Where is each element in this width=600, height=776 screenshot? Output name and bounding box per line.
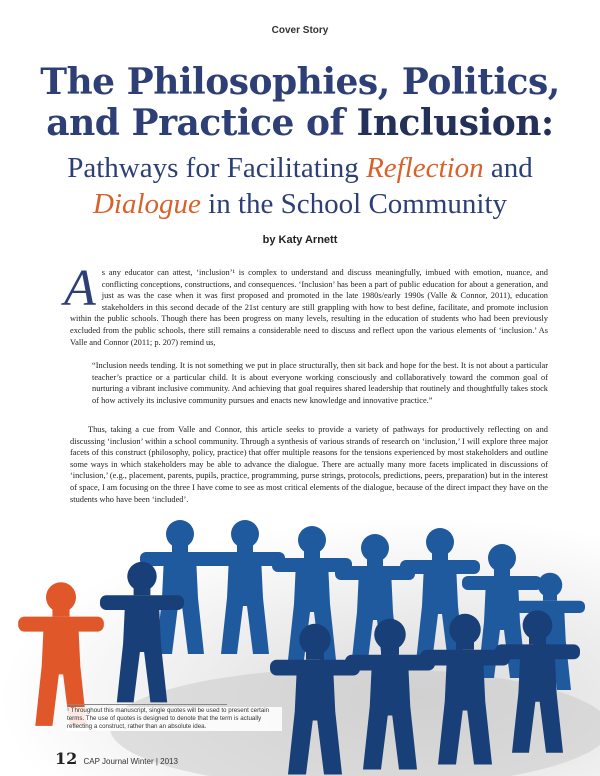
paragraph-2: Thus, taking a cue from Valle and Connor, this article seeks to provide a variety of pathways for productively reflecting on and discussing ‘inclusion’ within a school community. Through a synthesis of various strands of research on ‘inclusion,’ I will explore three major facets of this construct (philosophy, policy, practice) that offer multiple reasons for the tensions experienced by most stakeholders and outline some ways in which stakeholders may be able to advance the dialogue. There are actually many more facets implicated in discussions of ‘inclusion,’ (e.g., placement, parents, pupils, practice, programming, purse strings, protocols, predictions, peers, preparation) but in the interest of space, I am focusing on the three I have come to see as most critical elements of the dialogue, because of the direct impact they have on the students who have been ‘included’. [70,425,548,504]
section-label: Cover Story [271,25,329,36]
title-line-2-a: and Practice of [46,102,357,144]
paragraph-1-text: s any educator can attest, ‘inclusion’¹ is complex to understand and discuss meaningfully, imbued with emotion, nuance, and conflicting conceptions, constructions, and consequences. ‘Inclusion’ has been a part of public education for about a generation, and just as was the case when it was first proposed and promoted in the late 1980s/early 1990s (Valle & Connor, 2011), education stakeholders in this second decade of the 21st century are still grappling with how to best define, facilitate, and promote inclusion within the public schools. Though there has been progress on many levels, resulting in the education of students who had been previously excluded from the public schools, there still remains a considerable need to discuss and reflect upon the various elements of ‘inclusion.’ As Valle and Connor (2011; p. 207) remind us, [70,268,548,347]
journal-issue: Winter | 2013 [130,757,178,766]
footnote-divider [67,704,227,705]
journal-name: CAP Journal [83,757,129,766]
subtitle-line-1 [0,150,600,186]
article-subtitle [0,150,600,222]
subtitle-line-2-b: in the School Community [200,188,508,220]
subtitle-line-1-b: and [483,152,533,184]
paragraph-1 [64,260,548,348]
page-footer [55,749,178,768]
paper-doll-chain-icon [0,518,600,776]
article-title [0,62,600,144]
title-line-2-b: Inclusion: [356,102,554,144]
page-number: 12 [55,749,78,768]
byline: by Katy Arnett [262,234,338,246]
subtitle-line-2 [0,186,600,222]
title-line-1: The Philosophies, Politics, [40,61,560,103]
title-line-2 [0,103,600,144]
subtitle-emphasis-dialogue: Dialogue [92,188,201,220]
subtitle-emphasis-reflection: Reflection [366,152,484,184]
footnote: ¹ Throughout this manuscript, single quotes will be used to present certain terms. The use of quotes is designed to denote that the term is actually reflecting a construct, rather than an absolute idea. [67,707,282,731]
block-quote: “Inclusion needs tending. It is not something we put in place structurally, then sit back and hope for the best. It is not about a particular teacher’s practice or a particular child. It is about everyone working consciously and collaboratively toward the common goal of nurturing a vibrant inclusive community. And achieving that goal requires shared leadership that routinely and thoughtfully takes stock of how actively its inclusive community pursues and enacts new knowledge and innovative practice.” [92,361,548,405]
drop-cap: A [64,260,96,317]
subtitle-line-1-a: Pathways for Facilitating [67,152,367,184]
